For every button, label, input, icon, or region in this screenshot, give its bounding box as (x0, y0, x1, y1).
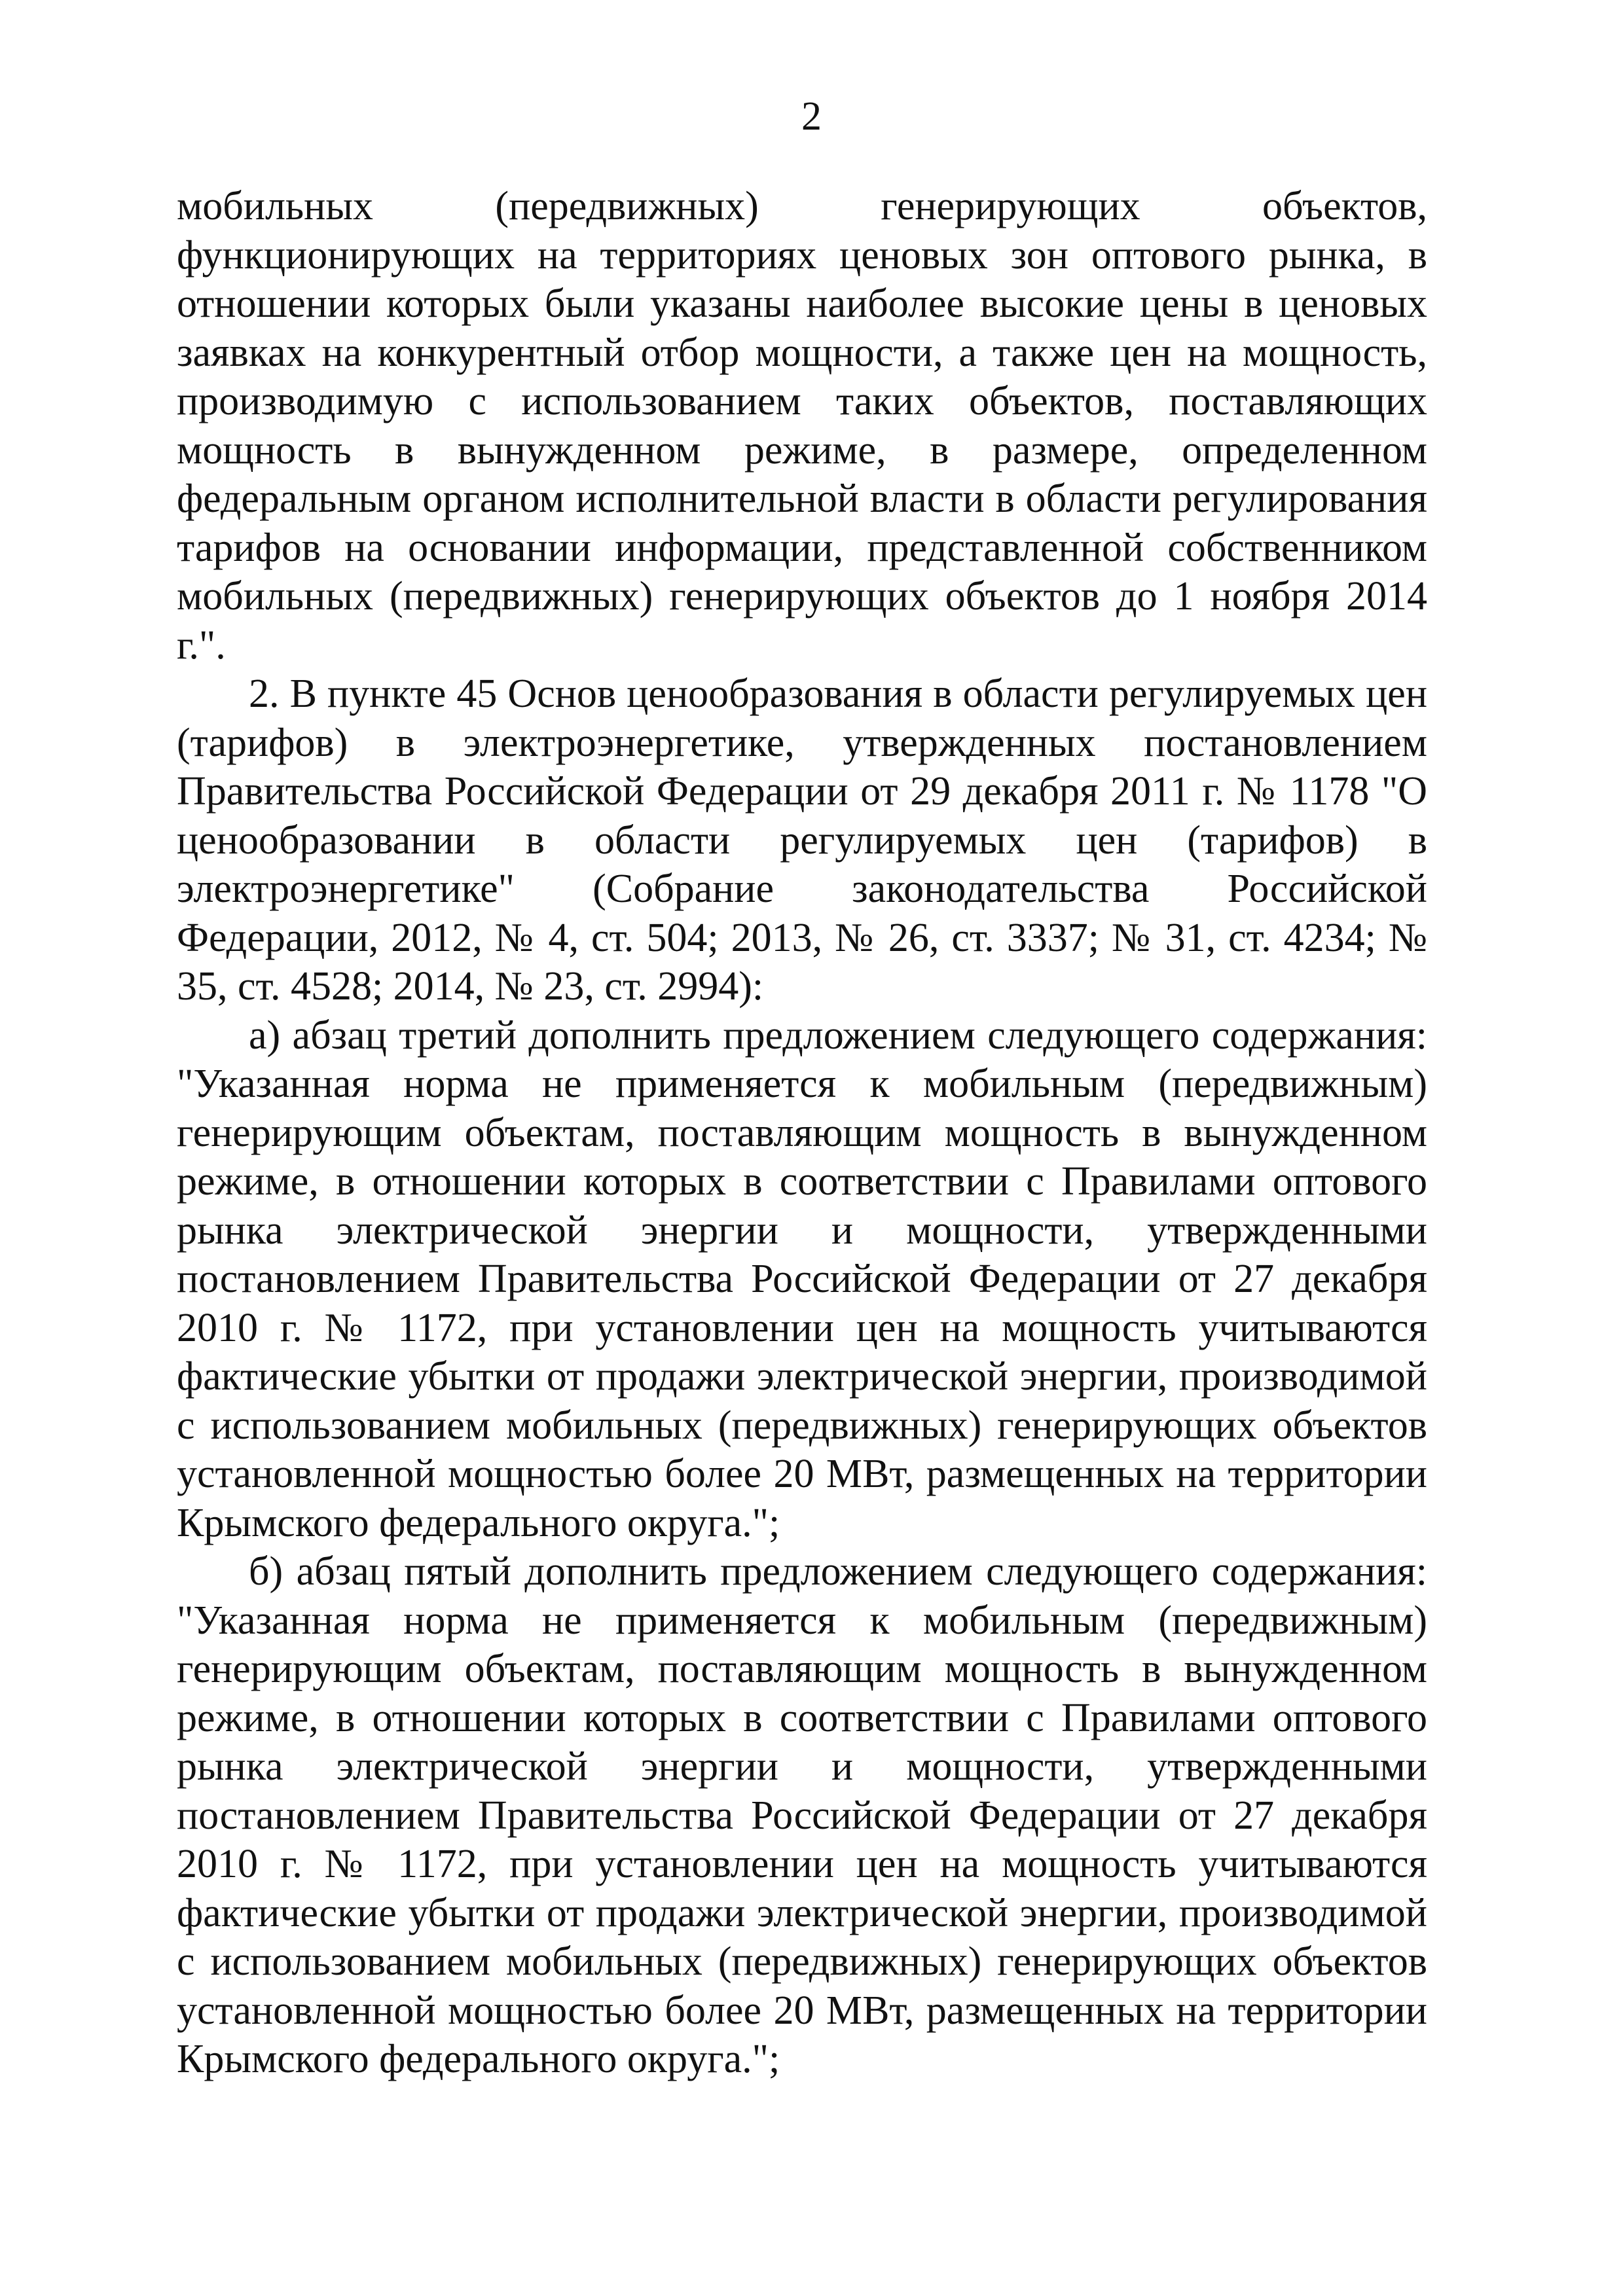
paragraph-item-2: 2. В пункте 45 Основ ценообразования в области регулируемых цен (тарифов) в электроэнергетике, утвержденных постановлением Правительства Российской Федерации от 29 декабря 2011 г. № 1178 "О ценообразовании в области регулируемых цен (тарифов) в электроэнергетике" (Собрание законодательства Российской Федерации, 2012, № 4, ст. 504; 2013, № 26, ст. 3337; № 31, ст. 4234; № 35, ст. 4528; 2014, № 23, ст. 2994): (177, 672, 1427, 1009)
page-number: 2 (801, 94, 822, 139)
paragraph-continuation: мобильных (передвижных) генерирующих объектов, функционирующих на территориях ценовых зон оптового рынка, в отношении которых были указаны наиболее высокие цены в ценовых заявках на конкурентный отбор мощности, а также цен на мощность, производимую с использованием таких объектов, поставляющих мощность в вынужденном режиме, в размере, определенном федеральным органом исполнительной власти в области регулирования тарифов на основании информации, представленной собственником мобильных (передвижных) генерирующих объектов до 1 ноября 2014 г.". (177, 184, 1427, 668)
paragraph-subitem-a: а) абзац третий дополнить предложением следующего содержания: "Указанная норма не применяется к мобильным (передвижным) генерирующим объектам, поставляющим мощность в вынужденном режиме, в отношении которых в соответствии с Правилами оптового рынка электрической энергии и мощности, утвержденными постановлением Правительства Российской Федерации от 27 декабря 2010 г. № 1172, при установлении цен на мощность учитываются фактические убытки от продажи электрической энергии, производимой с использованием мобильных (передвижных) генерирующих объектов установленной мощностью более 20 МВт, размещенных на территории Крымского федерального округа."; (177, 1013, 1427, 1545)
document-body (177, 182, 1427, 2084)
paragraph-subitem-b: б) абзац пятый дополнить предложением следующего содержания: "Указанная норма не применяется к мобильным (передвижным) генерирующим объектам, поставляющим мощность в вынужденном режиме, в отношении которых в соответствии с Правилами оптового рынка электрической энергии и мощности, утвержденными постановлением Правительства Российской Федерации от 27 декабря 2010 г. № 1172, при установлении цен на мощность учитываются фактические убытки от продажи электрической энергии, производимой с использованием мобильных (передвижных) генерирующих объектов установленной мощностью более 20 МВт, размещенных на территории Крымского федерального округа."; (177, 1549, 1427, 2081)
